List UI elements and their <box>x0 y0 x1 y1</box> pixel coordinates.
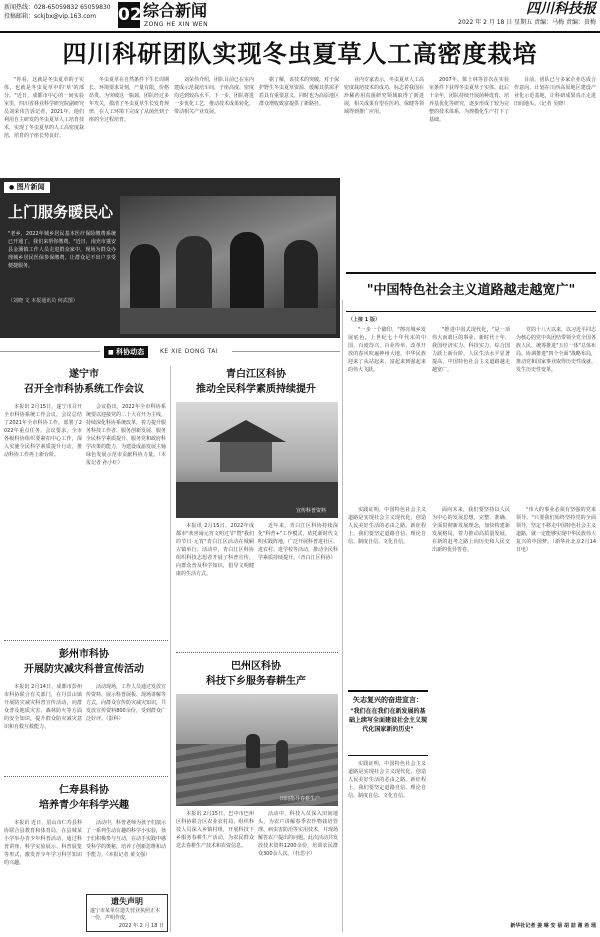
socialism-title: "中国特色社会主义道路越走越宽广" <box>366 283 576 298</box>
main-story-col-1: "你看，这就是冬虫夏草的子实体，也就是冬虫夏草中的'草'的部分。"近日，成都市中心的一间实验室里，四川省林业科学研究院副研究员刘荣伟告诉记者，2021年，他们利用自主研发的冬虫夏草人工培育技术，实现了冬虫夏草的人工高密度栽培，培育的子座长势良好。 <box>4 77 84 139</box>
pengzhou-title-a: 彭州市科协 <box>59 649 109 660</box>
socialism-col-1: "一步一个脚印，"擦亮城乡发展底色。上世纪七十年代末的中国，百废待兴，百业待举，改革开放的春风吹遍神州大地，中华民族迎来了从站起来、富起来到强起来的伟大飞跃。 <box>348 327 426 373</box>
photo-news-block <box>0 178 340 338</box>
qingbaijiang-title-a: 青白江区科协 <box>226 369 286 380</box>
photo-table <box>120 308 336 334</box>
suining-title-a: 遂宁市 <box>69 369 99 380</box>
main-headline: 四川科研团队实现冬虫夏草人工高密度栽培 <box>62 40 538 68</box>
sci-news-label-en: KE XIE DONG TAI <box>160 348 219 355</box>
pengzhou-col-1: 本报讯 2月14日，成都市彭州市科协联合有关部门，在丹景山镇开展防灾减灾科普宣传活动，向群众普及地质灾害、森林防火等方面的安全知识，提升群众防灾减灾意识和自救互救能力。 <box>4 684 82 730</box>
renshou-title-b: 培养青少年科学兴趣 <box>39 800 129 811</box>
photo-news-tag <box>4 182 50 193</box>
footer-credit: 新华社记者 姜 琳 安 蓓 胡 喆 谢 希 瑶 <box>510 923 596 929</box>
bazhou-title-b: 科技下乡服务春耕生产 <box>206 676 306 687</box>
photo-figure <box>230 232 264 314</box>
socialism-title-box <box>346 272 596 312</box>
sci-news-rule <box>0 351 100 352</box>
column-rule <box>342 300 343 932</box>
masthead-logo: 四川科技报 <box>526 1 596 17</box>
photo-news-title: 上门服务暖民心 <box>8 203 114 221</box>
photo-figure <box>176 236 212 314</box>
farmer-figure <box>246 734 260 768</box>
photo-figure <box>130 244 160 314</box>
page-number: 02 <box>118 2 140 28</box>
qingbaijiang-col-1: 本报讯 2月15日，2022年成都市"欢喜闹元宵文明过节"暨"我们的节日·元宵"青白江区活动在城厢古镇举行。活动中，青白江区科协组织科技志愿者开展了科普宣传，向群众普及科学知识，倡导文明健康的生活方式。 <box>176 523 254 577</box>
separator <box>4 776 168 777</box>
date-line: 2022 年 2 月 18 日 星期五 责编：马梅 责编：贵梅 <box>458 19 596 26</box>
page-header <box>0 0 600 36</box>
pavilion-roof <box>206 420 286 442</box>
main-story-col-5: 业内专家表示，冬虫夏草人工高密度栽培技术的成功，标志着我国在珍稀药用真菌研究领域取得了新进展，相关成果有望在医药、保健等领域得到推广应用。 <box>344 77 424 115</box>
bazhou-col-1: 本报讯 2月15日，巴中市巴州区科协联合区农业农村局，组织科技人员深入乡镇村组，开展科技下乡服务春耕生产活动，为农民群众送去春耕生产技术和农资信息。 <box>176 811 254 849</box>
photo-news-tag-label: 图片新闻 <box>16 183 45 191</box>
qingbaijiang-photo <box>176 402 338 518</box>
section-title: 综合新闻 <box>143 1 208 20</box>
qingbaijiang-photo-caption: 宣传科普资料 <box>296 508 327 514</box>
separator <box>4 640 168 641</box>
renshou-title-a: 仁寿县科协 <box>59 785 109 796</box>
separator <box>176 652 338 653</box>
renshou-col-2: 活动中，科普老师为孩子们演示了一系列生动有趣的科学小实验，孩子们积极参与互动，在动手实践中感受科学的奥秘，培养了创新思维和动手能力。（本报记者 黄文强） <box>86 820 166 858</box>
main-story-col-4: 据了解，该技术的突破，对于保护野生冬虫夏草资源、缓解其供需矛盾具有重要意义，同时也为高原地区群众增收致富提供了新路径。 <box>259 77 339 107</box>
notice-body: 遂宁市某单位遗失营业执照正本一份，声明作废。 <box>90 908 161 921</box>
sci-news-label-bar <box>0 345 340 359</box>
socialism-col-3: 党的十八大以来，以习近平同志为核心的党中央团结带领全党全国各族人民，统筹推进"五位一体"总体布局、协调推进"四个全面"战略布局，推动党和国家事业取得历史性成就、发生历史性变革。 <box>516 327 596 373</box>
xi-box-title-b: "我们在在我们在新发展的基础上续写全面建设社会主义现代化国家新的历史" <box>349 708 427 733</box>
pavilion-body <box>220 442 272 472</box>
photo-news-tag-icon: ● <box>9 184 15 191</box>
qingbaijiang-col-2: 近年来，青白江区科协持续深化"科普+"工作模式，依托新时代文明实践阵地，广泛开展科普进社区、进农村、进学校等活动，推动全民科学素质持续提升。（青白江区科协） <box>258 523 338 561</box>
qingbaijiang-title-b: 推动全民科学素质持续提升 <box>196 384 316 395</box>
socialism-col-5: 面向未来，我们要坚持以人民为中心的发展思想，完整、准确、全面贯彻新发展理念，加快构建新发展格局，着力推动高质量发展，在新的赶考之路上向历史和人民交出新的优异答卷。 <box>432 507 510 553</box>
socialism-sub: （上接 1 版） <box>348 317 380 323</box>
renshou-col-1: 本报讯 近日，眉山市仁寿县科协联合县教育和体育局，在县城某小学举办青少年科普活动，通过科普讲座、科学实验展示、科普展览等形式，激发青少年学习科学知识的兴趣。 <box>4 820 82 866</box>
photo-news-body: "老乡，2022年城乡居民基本医疗保险缴费系统已开通了，我们来帮你缴费。"近日，南充市蓬安县金溪镇工作人员走进群众家中，现场为群众办理城乡居民医保参保缴费，让群众足不出户享受便捷服务。 <box>8 231 116 269</box>
socialism-col-7: 实践证明，中国特色社会主义道路是实现社会主义现代化、创造人民美好生活的必由之路。新征程上，我们要坚定道路自信、理论自信、制度自信、文化自信。 <box>348 761 426 799</box>
suining-col-1: 本报讯 2月15日，遂宁市召开全市科协系统工作会议。会议总结了2021年全市科协工作，部署了2022年重点任务。会议要求，全市各级科协组织要紧扣中心工作，深入实施全民科学素质提升行动，推动科协工作再上新台阶。 <box>4 404 82 458</box>
photo-figure <box>284 240 318 314</box>
main-story-col-2: 冬虫夏草在自然条件下生长周期长、环境要求苛刻，产量有限，价格昂贵。为突破这一瓶颈，团队经过多年攻关，摸清了冬虫夏草生长发育规律，在人工环境下完成了从菌丝到子座的全过程培育。 <box>89 77 169 123</box>
sci-news-rule-right <box>232 351 340 352</box>
pengzhou-title-b: 开展防灾减灾科普宣传活动 <box>24 664 144 675</box>
photo-news-image <box>120 196 336 334</box>
suining-title-b: 召开全市科协系统工作会议 <box>24 384 144 395</box>
photo-news-credit: （刘晓 文 本报通讯员 何武图） <box>8 298 78 304</box>
header-rule <box>0 31 600 33</box>
socialism-col-2: "推进中国式现代化，"是一项伟大而艰巨的事业。新时代十年，我国经济实力、科技实力、综合国力跃上新台阶，人民生活水平显著提高，中国特色社会主义道路越走越宽广。 <box>432 327 510 373</box>
pengzhou-col-2: 活动现场，工作人员通过发放宣传资料、展示科普展板、现场讲解等方式，向群众宣传防灾减灾知识，共发放宣传资料800余份，受到群众广泛好评。（彭科） <box>86 684 166 722</box>
sci-news-label: ■ 科协动态 <box>104 346 148 358</box>
sci-news-icon: ■ <box>108 349 114 356</box>
notice-box <box>86 894 168 932</box>
xi-box-title-a: 矢志复兴的奋进宣言： <box>353 696 423 704</box>
column-rule <box>170 366 171 932</box>
main-story-col-3: 刘荣伟介绍，团队目前已在室内建成示范栽培车间，子座高度、密度均达到较高水平。下一步，团队将进一步优化工艺，推动技术成果转化，带动相关产业发展。 <box>174 77 254 115</box>
bazhou-col-2: 活动中，科技人员深入田间地头，为农户讲解春季农作物栽培管理、病虫害防治等实用技术，并现场解答农户提出的问题。此次活动共发放技术资料1200余份，培训农民群众300余人次。（杜思宇） <box>258 811 338 857</box>
email-text: 投稿邮箱：sckjbx@vip.163.com <box>4 13 97 20</box>
section-title-en: ZONG HE XIN WEN <box>144 21 209 28</box>
farmer-figure <box>276 740 288 768</box>
suining-col-2: 会议指出，2022年全市科协系统要以迎接党的二十大召开为主线，持续深化科协系统改革，着力提升服务科技工作者、服务创新发展、服务全民科学素质提升、服务党和政府科学决策的能力，为建设成渝发展主轴绿色发展示范市贡献科协力量。（本报记者 孙小红） <box>86 404 166 466</box>
socialism-col-6: "伟大的事业必须有坚强的党来领导。"只要我们始终坚持党的全面领导，坚定不移走中国特色社会主义道路，就一定能够实现中华民族伟大复兴的中国梦。（新华社北京2月14日电） <box>516 507 596 553</box>
bazhou-photo-caption: 田间指导春耕生产 <box>280 796 321 802</box>
notice-date: 2022 年 2 月 18 日 <box>118 923 164 929</box>
bazhou-title-a: 巴州区科协 <box>231 661 281 672</box>
main-story-col-6: 2007年，陈士林等首次在实验室条件下获得冬虫夏草子实体。此后十余年，团队持续开展菌种选育、培养基优化等研究，逐步形成了较为完整的技术体系，为规模化生产打下了基础。 <box>429 77 509 123</box>
notice-title: 遗失声明 <box>111 897 143 906</box>
main-story-col-7: 目前，团队已与多家企业达成合作意向，计划在川西高原地区建设产业化示范基地，让科研成果真正走进田间地头。（记者 吴晓） <box>514 77 596 107</box>
hotline-text: 新闻热线：028-65059832 65059830 <box>4 4 111 11</box>
bazhou-photo <box>176 694 338 806</box>
xi-box <box>348 690 428 756</box>
socialism-col-4: 实践证明，中国特色社会主义道路是实现社会主义现代化、创造人民美好生活的必由之路。新征程上，我们要坚定道路自信、理论自信、制度自信、文化自信。 <box>348 507 426 545</box>
